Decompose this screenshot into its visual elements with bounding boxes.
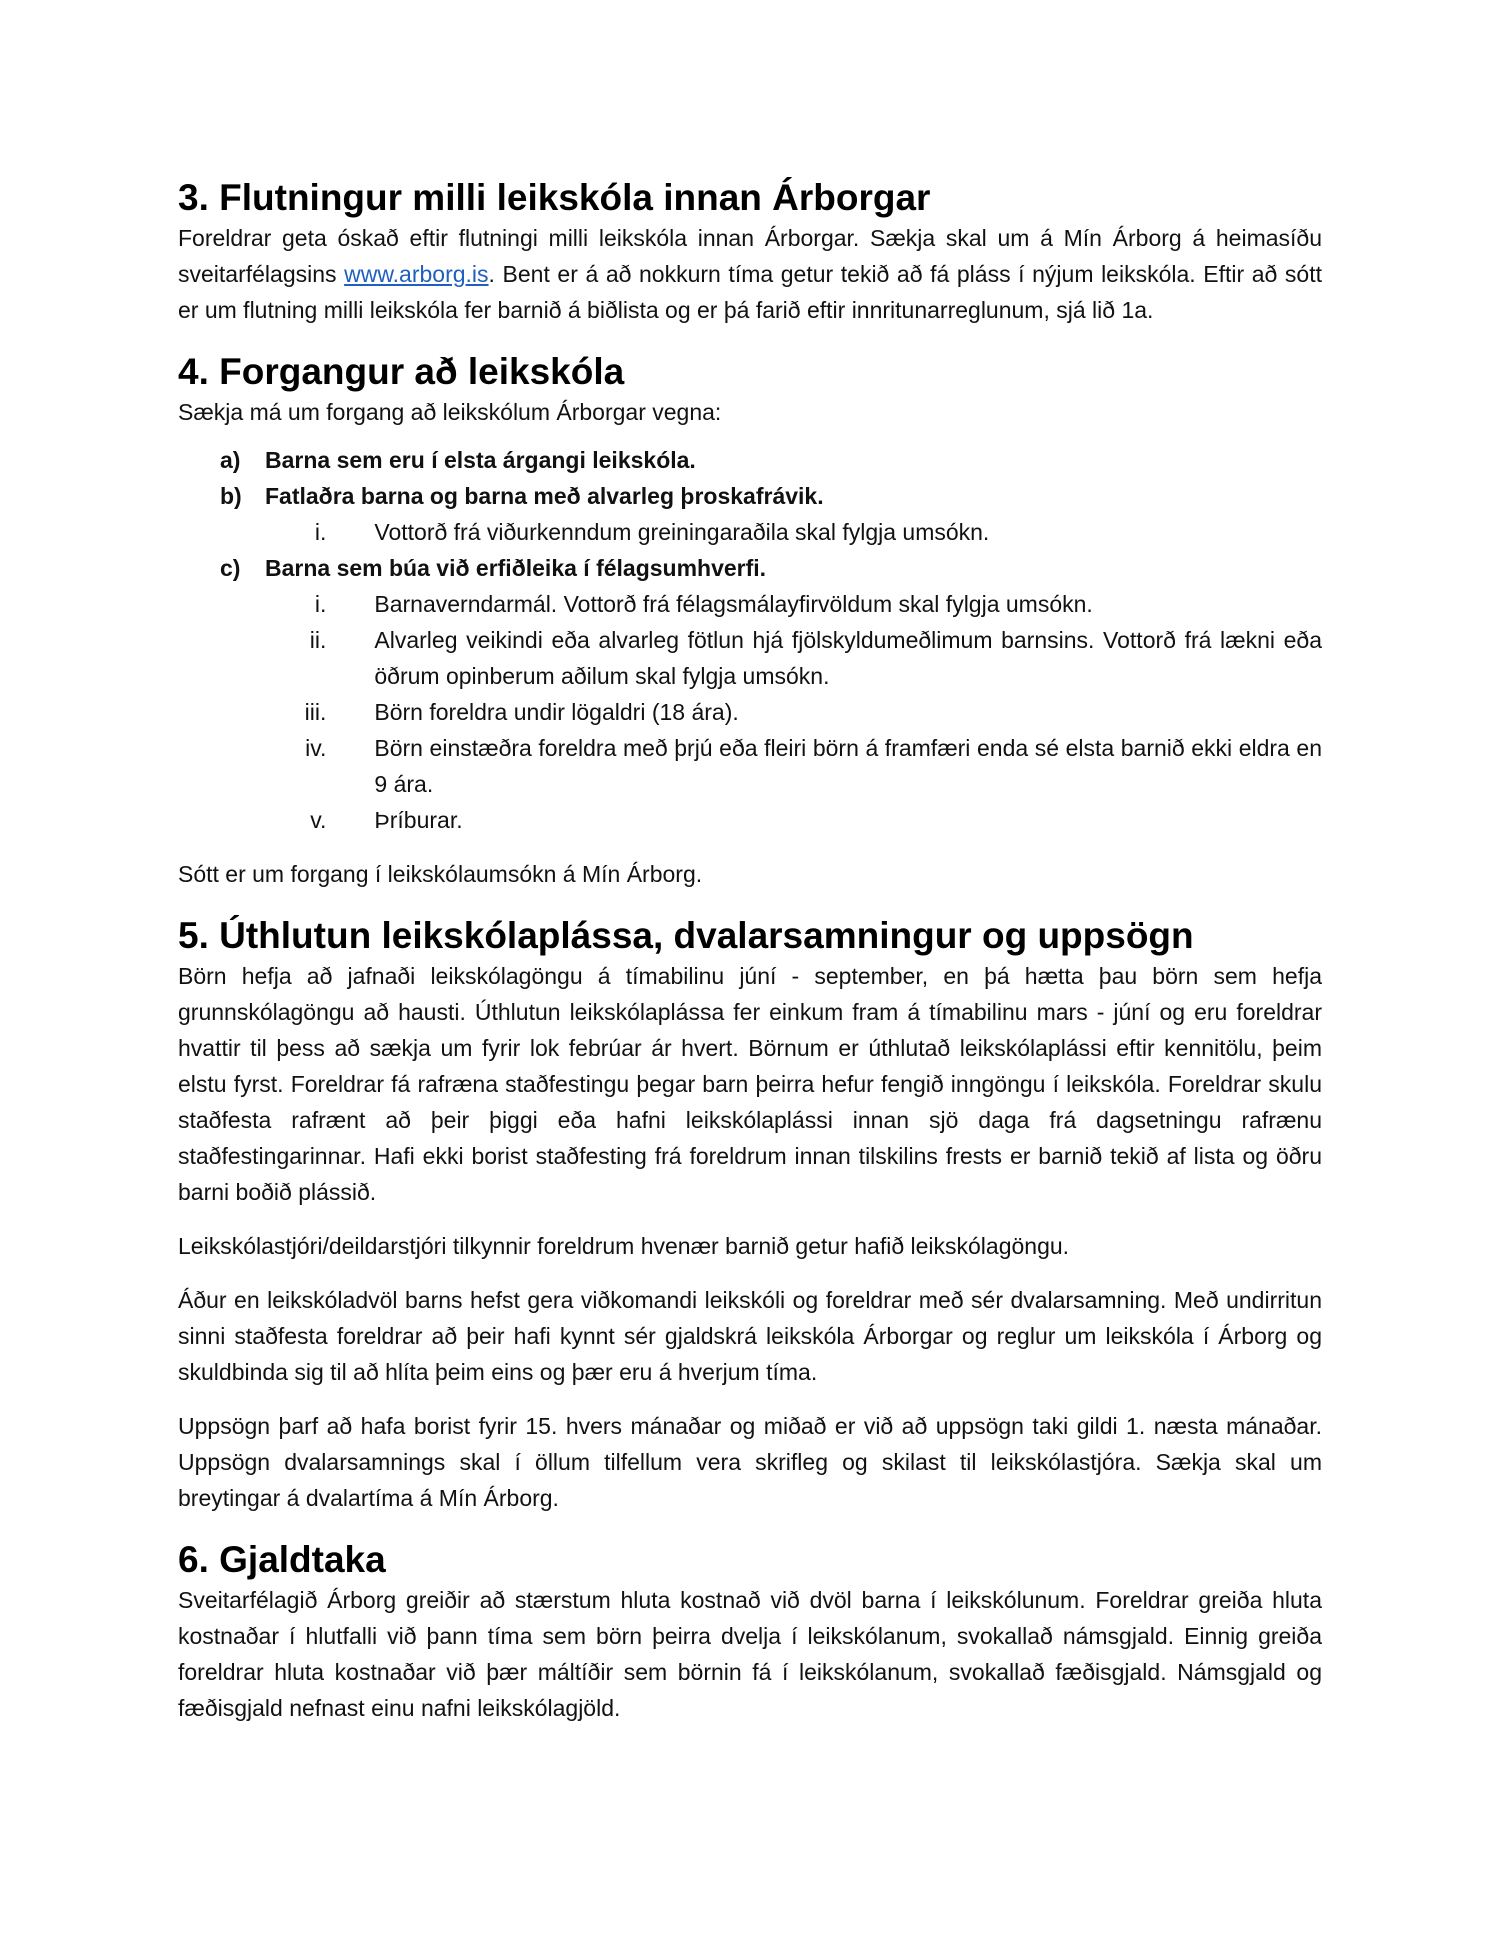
list-item-text: Börn einstæðra foreldra með þrjú eða fleiri börn á framfæri enda sé elsta barnið ekki eldra en 9 ára.	[374, 735, 1322, 797]
list-marker: b)	[220, 483, 242, 509]
list-marker: iii.	[304, 699, 327, 725]
list-marker: iv.	[305, 735, 327, 761]
section-4-heading: 4. Forgangur að leikskóla	[178, 351, 625, 392]
list-item-text: Þríburar.	[374, 807, 463, 833]
list-item-text: Fatlaðra barna og barna með alvarleg þroskafrávik.	[265, 483, 824, 509]
list-item-text: Alvarleg veikindi eða alvarleg fötlun hjá fjölskyldumeðlimum barnsins. Vottorð frá lækni eða öðrum opinberum aðilum skal fylgja umsókn.	[374, 627, 1322, 689]
section-3-text-part2: . Bent er á að nokkurn tíma getur tekið að fá pláss í nýjum leikskóla. Eftir að sótt er um flutning milli leikskóla fer barnið á biðlista og er þá farið eftir innritunarreglunum, sjá lið 1a.	[178, 261, 1322, 323]
section-6-paragraph-1: Sveitarfélagið Árborg greiðir að stærstum hluta kostnað við dvöl barna í leikskólunum. Foreldrar greiða hluta kostnaðar í hlutfalli við þann tíma sem börn þeirra dvelja í leikskólanum, svokallað námsgjald. Einnig greiða foreldrar hluta kostnaðar við þær máltíðir sem börnin fá í leikskólanum, svokallað fæðisgjald. Námsgjald og fæðisgjald nefnast einu nafni leikskólagjöld.	[178, 1587, 1322, 1721]
list-item-text: Barna sem eru í elsta árgangi leikskóla.	[265, 447, 696, 473]
section-5-paragraph-3: Áður en leikskóladvöl barns hefst gera viðkomandi leikskóli og foreldrar með sér dvalarsamning. Með undirritun sinni staðfesta foreldrar að þeir hafi kynnt sér gjaldskrá leikskóla Árborgar og reglur um leikskóla í Árborg og skuldbinda sig til að hlíta þeim eins og þær eru á hverjum tíma.	[178, 1287, 1322, 1385]
section-5-paragraph-1: Börn hefja að jafnaði leikskólagöngu á tímabilinu júní - september, en þá hætta þau börn sem hefja grunnskólagöngu að hausti. Úthlutun leikskólaplássa fer einkum fram á tímabilinu mars - júní og eru foreldrar hvattir til þess að sækja um fyrir lok febrúar ár hvert. Börnum er úthlutað leikskólaplássi eftir kennitölu, þeim elstu fyrst. Foreldrar fá rafræna staðfestingu þegar barn þeirra hefur fengið inngöngu í leikskóla. Foreldrar skulu staðfesta rafrænt að þeir þiggi eða hafni leikskólaplássi innan sjö daga frá dagsetningu rafrænu staðfestingarinnar. Hafi ekki borist staðfesting frá foreldrum innan tilskilins frests er barnið tekið af lista og öðru barni boðið plássið.	[178, 963, 1322, 1205]
list-marker: a)	[220, 447, 241, 473]
priority-subitem-c-ii	[178, 622, 1322, 694]
priority-item-a	[178, 442, 1322, 478]
section-5-paragraph-4: Uppsögn þarf að hafa borist fyrir 15. hvers mánaðar og miðað er við að uppsögn taki gildi 1. næsta mánaðar. Uppsögn dvalarsamnings skal í öllum tilfellum vera skrifleg og skilast til leikskólastjóra. Sækja skal um breytingar á dvalartíma á Mín Árborg.	[178, 1413, 1322, 1511]
section-5-heading: 5. Úthlutun leikskólaplássa, dvalarsamningur og uppsögn	[178, 915, 1194, 956]
priority-item-c	[178, 550, 1322, 586]
document-page	[178, 176, 1322, 1726]
section-4-intro: Sækja má um forgang að leikskólum Árborgar vegna:	[178, 399, 722, 425]
list-item-text: Barna sem búa við erfiðleika í félagsumhverfi.	[265, 555, 767, 581]
priority-subitem-c-v	[178, 802, 1322, 838]
priority-subitem-c-i	[178, 586, 1322, 622]
priority-subitem-c-iii	[178, 694, 1322, 730]
section-3-text-part1: Foreldrar geta óskað eftir flutningi milli leikskóla innan Árborgar. Sækja skal um á Mín Árborg á heimasíðu sveitarfélagsins	[178, 225, 1322, 287]
priority-subitem-b-i	[178, 514, 1322, 550]
list-marker: ii.	[309, 627, 327, 653]
section-5-paragraph-2: Leikskólastjóri/deildarstjóri tilkynnir foreldrum hvenær barnið getur hafið leikskólagöngu.	[178, 1233, 1070, 1259]
section-3-heading: 3. Flutningur milli leikskóla innan Árborgar	[178, 177, 931, 218]
list-marker: i.	[314, 519, 327, 545]
list-marker: i.	[314, 591, 327, 617]
list-marker: v.	[310, 807, 327, 833]
section-3-paragraph	[178, 220, 1322, 328]
priority-subitem-c-iv	[178, 730, 1322, 802]
arborg-website-link[interactable]: www.arborg.is	[344, 261, 489, 287]
list-item-text: Barnaverndarmál. Vottorð frá félagsmálayfirvöldum skal fylgja umsókn.	[374, 591, 1093, 617]
section-4-outro: Sótt er um forgang í leikskólaumsókn á Mín Árborg.	[178, 861, 703, 887]
list-item-text: Vottorð frá viðurkenndum greiningaraðila skal fylgja umsókn.	[374, 519, 990, 545]
list-marker: c)	[220, 555, 241, 581]
priority-item-b	[178, 478, 1322, 514]
list-item-text: Börn foreldra undir lögaldri (18 ára).	[374, 699, 739, 725]
section-6-heading: 6. Gjaldtaka	[178, 1539, 386, 1580]
